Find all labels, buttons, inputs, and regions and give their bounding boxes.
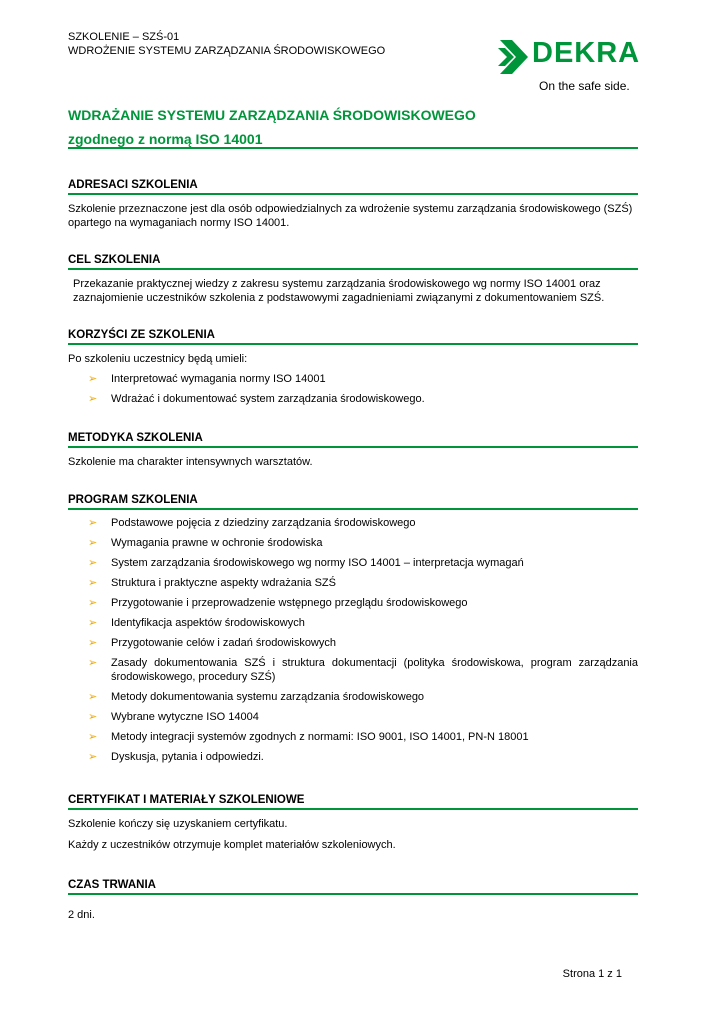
section-heading: METODYKA SZKOLENIA xyxy=(68,431,638,448)
list-item: ➢ Podstawowe pojęcia z dziedziny zarządzania środowiskowego xyxy=(88,517,416,529)
section-certyfikat xyxy=(68,793,638,852)
list-item: ➢ System zarządzania środowiskowego wg normy ISO 14001 – interpretacja wymagań xyxy=(88,557,524,569)
section-heading: CERTYFIKAT I MATERIAŁY SZKOLENIOWE xyxy=(68,793,638,810)
dekra-arrow-icon xyxy=(498,40,530,74)
arrow-bullet-icon: ➢ xyxy=(88,637,98,649)
arrow-bullet-icon: ➢ xyxy=(88,751,98,763)
arrow-bullet-icon: ➢ xyxy=(88,517,98,529)
section-intro: Po szkoleniu uczestnicy będą umieli: xyxy=(68,353,248,365)
section-czas xyxy=(68,878,638,922)
section-heading: CZAS TRWANIA xyxy=(68,878,638,895)
arrow-bullet-icon: ➢ xyxy=(88,597,98,609)
section-text: Przekazanie praktycznej wiedzy z zakresu systemu zarządzania środowiskowego wg normy ISO 14001 oraz zaznajomienie uczestników szkolenia z podstawowymi zagadnieniami związanymi z dokumentowaniem SZŚ. xyxy=(73,278,605,304)
section-text: Szkolenie przeznaczone jest dla osób odpowiedzialnych za wdrożenie systemu zarządzania środowiskowego (SZŚ) opartego na wymaganiach normy ISO 14001. xyxy=(68,203,633,229)
arrow-bullet-icon: ➢ xyxy=(88,617,98,629)
section-metodyka xyxy=(68,431,638,469)
section-adresaci xyxy=(68,178,638,230)
section-text: 2 dni. xyxy=(68,909,95,921)
page-number: Strona 1 z 1 xyxy=(562,968,622,980)
section-cel xyxy=(68,253,638,305)
arrow-bullet-icon: ➢ xyxy=(88,657,98,669)
section-text: Szkolenie ma charakter intensywnych warsztatów. xyxy=(68,456,313,468)
list-item: ➢ Przygotowanie i przeprowadzenie wstępnego przeglądu środowiskowego xyxy=(88,597,468,609)
dekra-logo xyxy=(498,34,641,94)
section-text: Szkolenie kończy się uzyskaniem certyfikatu. xyxy=(68,818,288,830)
list-item: ➢ Wybrane wytyczne ISO 14004 xyxy=(88,711,259,723)
section-heading: ADRESACI SZKOLENIA xyxy=(68,178,638,195)
logo-wordmark: DEKRA xyxy=(532,37,641,69)
arrow-bullet-icon: ➢ xyxy=(88,557,98,569)
header-course-name: WDROŻENIE SYSTEMU ZARZĄDZANIA ŚRODOWISKOWEGO xyxy=(68,45,386,57)
list-item: ➢ Wdrażać i dokumentować system zarządzania środowiskowego. xyxy=(88,393,425,405)
list-item: ➢ Identyfikacja aspektów środowiskowych xyxy=(88,617,305,629)
section-heading: CEL SZKOLENIA xyxy=(68,253,638,270)
section-korzysci xyxy=(68,328,638,406)
section-heading: PROGRAM SZKOLENIA xyxy=(68,493,638,510)
document-title: WDRAŻANIE SYSTEMU ZARZĄDZANIA ŚRODOWISKOWEGO xyxy=(68,107,476,123)
logo-tagline: On the safe side. xyxy=(539,79,630,93)
arrow-bullet-icon: ➢ xyxy=(88,537,98,549)
list-item: ➢ Dyskusja, pytania i odpowiedzi. xyxy=(88,751,264,763)
section-heading: KORZYŚCI ZE SZKOLENIA xyxy=(68,328,638,345)
program-list xyxy=(68,516,638,764)
list-item: ➢ Zasady dokumentowania SZŚ i struktura dokumentacji (polityka środowiskowa, program zarządzania środowiskowego, procedury SZŚ) xyxy=(88,657,638,683)
arrow-bullet-icon: ➢ xyxy=(88,691,98,703)
list-item: ➢ Metody dokumentowania systemu zarządzania środowiskowego xyxy=(88,691,425,703)
arrow-bullet-icon: ➢ xyxy=(88,393,98,405)
arrow-bullet-icon: ➢ xyxy=(88,731,98,743)
list-item: ➢ Struktura i praktyczne aspekty wdrażania SZŚ xyxy=(88,577,336,589)
list-item: ➢ Przygotowanie celów i zadań środowiskowych xyxy=(88,637,336,649)
arrow-bullet-icon: ➢ xyxy=(88,577,98,589)
section-program xyxy=(68,493,638,764)
header-course-code: SZKOLENIE – SZŚ-01 xyxy=(68,31,180,43)
section-text: Każdy z uczestników otrzymuje komplet materiałów szkoleniowych. xyxy=(68,839,396,851)
arrow-bullet-icon: ➢ xyxy=(88,711,98,723)
list-item: ➢ Metody integracji systemów zgodnych z normami: ISO 9001, ISO 14001, PN-N 18001 xyxy=(88,731,529,743)
list-item: ➢ Wymagania prawne w ochronie środowiska xyxy=(88,537,323,549)
title-divider xyxy=(68,147,638,149)
arrow-bullet-icon: ➢ xyxy=(88,373,98,385)
benefits-list xyxy=(68,372,638,406)
document-subtitle: zgodnego z normą ISO 14001 xyxy=(68,131,263,147)
list-item: ➢ Interpretować wymagania normy ISO 14001 xyxy=(88,373,326,385)
